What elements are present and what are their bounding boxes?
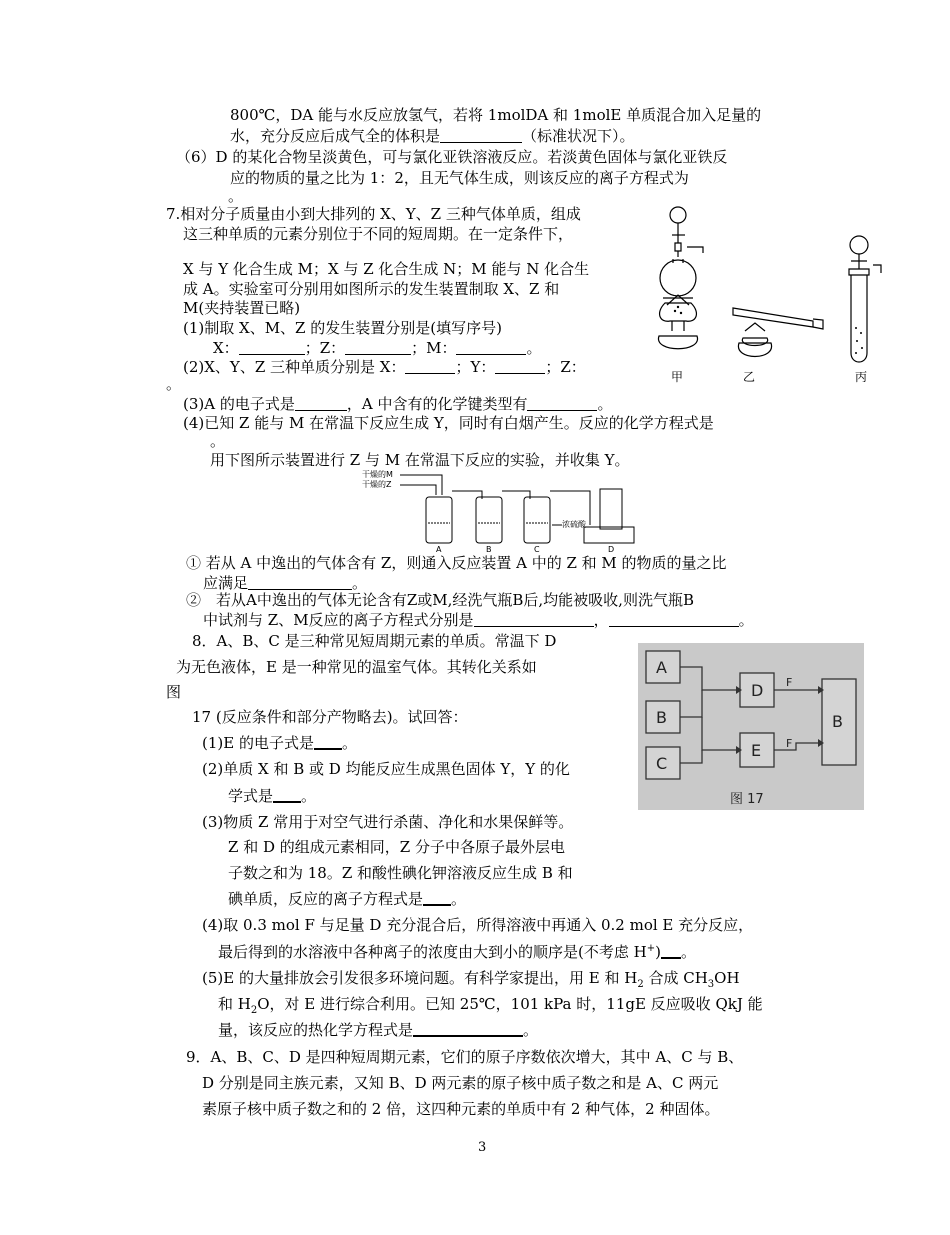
- q7-sub1-answers: X： ；Z： ；M： 。: [213, 339, 542, 357]
- q8-sub3-line-4: 碘单质，反应的离子方程式是 。: [228, 890, 467, 908]
- gas-setup-figure: [362, 465, 652, 555]
- acid-label: 浓硫酸: [562, 520, 586, 529]
- blank[interactable]: [474, 612, 594, 627]
- q8-line-4: 17 (反应条件和部分产物略去)。试回答：: [192, 708, 468, 726]
- blank[interactable]: [495, 359, 545, 374]
- q7-sub4-end: 。: [210, 432, 226, 450]
- fig17-arrow-f2: F: [786, 737, 793, 750]
- q6-sub6-line-3: 。: [228, 187, 244, 205]
- q6-line-1: 800℃，DA 能与水反应放氢气，若将 1molDA 和 1molE 单质混合加入足量的: [230, 106, 762, 124]
- q7-part2-line-1: ② 若从A中逸出的气体无论含有Z或M,经洗气瓶B后,均能被吸收,则洗气瓶B: [186, 591, 694, 609]
- q9-line-2: D 分别是同主族元素，又知 B、D 两元素的原子核中质子数之和是 A、C 两元: [202, 1074, 719, 1092]
- q8-sub3-line-2: Z 和 D 的组成元素相同，Z 分子中各原子最外层电: [228, 838, 565, 856]
- q9-line-1: 9．A、B、C、D 是四种短周期元素，它们的原子序数依次增大，其中 A、C 与 B、: [186, 1048, 744, 1066]
- fig17-label-b: B: [656, 708, 667, 727]
- q7-sub1: (1)制取 X、M、Z 的发生装置分别是(填写序号): [183, 319, 502, 337]
- q8-line-2: 为无色液体，E 是一种常见的温室气体。其转化关系如: [176, 658, 537, 676]
- bottle-c: [524, 497, 550, 543]
- bottle-d: [600, 489, 622, 529]
- funnel-bulb: [670, 207, 686, 223]
- q7-part2-line-2: 中试剂与 Z、M反应的离子方程式分别是 ， 。: [203, 611, 754, 629]
- q8-line-1: 8．A、B、C 是三种常见短周期元素的单质。常温下 D: [192, 632, 557, 650]
- q6-sub6-line-2: 应的物质的量之比为 1：2，且无气体生成，则该反应的离子方程式为: [230, 169, 689, 187]
- q8-sub5-line-2: 和 $H_2O$，对 E 进行综合利用。已知 25℃，101 kPa 时，11gE 反应吸收 QkJ 能: [218, 995, 763, 1016]
- blank[interactable]: [423, 890, 451, 906]
- q8-sub4-line-1: (4)取 0.3 mol F 与足量 D 充分混合后，所得溶液中再通入 0.2 mol E 充分反应，: [202, 916, 754, 934]
- blank[interactable]: [405, 359, 455, 374]
- blank[interactable]: [440, 128, 522, 143]
- q8-sub1: (1)E 的电子式是 。: [202, 734, 357, 752]
- blank[interactable]: [661, 943, 681, 959]
- bottle-label-d: D: [608, 545, 615, 554]
- fig17-arrow-f1: F: [786, 676, 793, 689]
- fig17-label-c: C: [656, 754, 668, 773]
- gas-label-m: 干燥的M: [362, 470, 393, 479]
- q7-line-5: M(夹持装置已略): [183, 299, 301, 317]
- q8-sub3-line-1: (3)物质 Z 常用于对空气进行杀菌、净化和水果保鲜等。: [202, 813, 574, 831]
- blank[interactable]: [609, 612, 739, 627]
- q8-sub2-line-2: 学式是 。: [228, 787, 317, 805]
- blank[interactable]: [345, 340, 411, 355]
- blank[interactable]: [239, 340, 305, 355]
- label-yi: 乙: [743, 370, 756, 384]
- bottle-b: [476, 497, 502, 543]
- q7-line-2: 这三种单质的元素分别位于不同的短周期。在一定条件下，: [183, 225, 574, 243]
- fig17-label-d: D: [751, 681, 764, 700]
- q6-line-2: 水，充分反应后成气全的体积是 （标准状况下）。: [230, 127, 635, 145]
- blank[interactable]: [248, 575, 352, 590]
- q7-sub4: (4)已知 Z 能与 M 在常温下反应生成 Y，同时有白烟产生。反应的化学方程式是: [183, 414, 714, 432]
- blank[interactable]: [527, 396, 597, 411]
- q8-sub5-line-1: (5)E 的大量排放会引发很多环境问题。有科学家提出，用 E 和 $H_2$ 合成 $CH_3OH$: [202, 969, 740, 990]
- page-number: 3: [478, 1140, 487, 1155]
- blank[interactable]: [295, 396, 347, 411]
- q8-sub2-line-1: (2)单质 X 和 B 或 D 均能反应生成黑色固体 Y，Y 的化: [202, 760, 570, 778]
- fig17-label-b2: B: [832, 712, 843, 731]
- label-jia: 甲: [671, 370, 684, 384]
- q7-line-4: 成 A。实验室可分别用如图所示的发生装置制取 X、Z 和: [183, 280, 560, 298]
- gas-label-z: 干燥的Z: [362, 480, 392, 489]
- q7-line-3: X 与 Y 化合生成 M；X 与 Z 化合生成 N；M 能与 N 化合生: [183, 260, 590, 278]
- blank[interactable]: [314, 734, 342, 750]
- test-tube: [733, 308, 813, 327]
- apparatus-figure: [645, 203, 895, 388]
- flask: [660, 260, 696, 296]
- fig17-label-e: E: [751, 741, 762, 760]
- q7-sub3: (3)A 的电子式是 ，A 中含有的化学键类型有 。: [183, 395, 613, 413]
- q8-line-3: 图: [166, 683, 182, 701]
- q8-sub4-line-2: 最后得到的水溶液中各种离子的浓度由大到小的顺序是(不考虑 H+) 。: [218, 943, 696, 961]
- blank[interactable]: [413, 1021, 523, 1037]
- funnel-bulb-2: [850, 236, 868, 254]
- q8-sub5-line-3: 量，该反应的热化学方程式是 。: [218, 1021, 539, 1039]
- q7-sub2-end: 。: [166, 375, 182, 393]
- q7-part1-line-1: ① 若从 A 中逸出的气体含有 Z，则通入反应装置 A 中的 Z 和 M 的物质的量之比: [186, 554, 727, 572]
- bottle-label-c: C: [534, 545, 540, 554]
- q7-setup-intro: 用下图所示装置进行 Z 与 M 在常温下反应的实验，并收集 Y。: [210, 451, 630, 469]
- q6-sub6-line-1: （6）D 的某化合物呈淡黄色，可与氯化亚铁溶液反应。若淡黄色固体与氯化亚铁反: [176, 148, 728, 166]
- q9-line-3: 素原子核中质子数之和的 2 倍，这四种元素的单质中有 2 种气体，2 种固体。: [202, 1100, 720, 1118]
- label-bing: 丙: [855, 370, 868, 384]
- bottle-a: [426, 497, 452, 543]
- q7-sub2: (2)X、Y、Z 三种单质分别是 X： ；Y： ；Z：: [183, 358, 586, 376]
- fig17-caption: 图 17: [730, 792, 764, 807]
- fig17-label-a: A: [656, 658, 667, 677]
- q7-line-1: 7.相对分子质量由小到大排列的 X、Y、Z 三种气体单质，组成: [166, 205, 581, 223]
- blank[interactable]: [273, 787, 301, 803]
- figure-17: [638, 643, 864, 810]
- bottle-label-a: A: [436, 545, 442, 554]
- blank[interactable]: [456, 340, 526, 355]
- q8-sub3-line-3: 子数之和为 18。Z 和酸性碘化钾溶液反应生成 B 和: [228, 864, 573, 882]
- bottle-label-b: B: [486, 545, 492, 554]
- q7-part1-line-2: 应满足 。: [203, 574, 368, 592]
